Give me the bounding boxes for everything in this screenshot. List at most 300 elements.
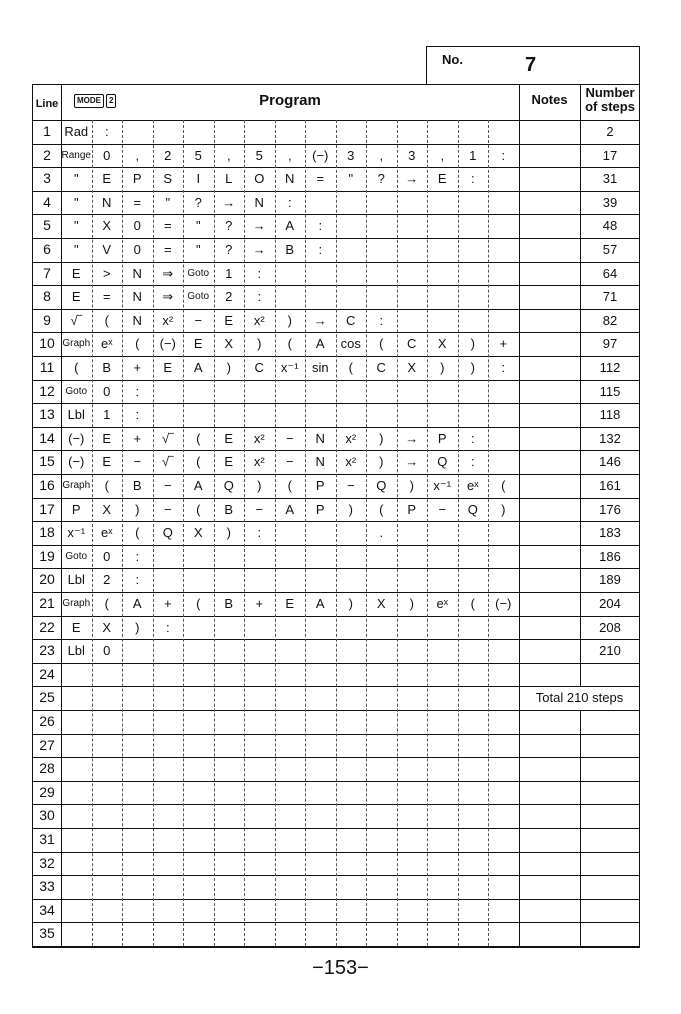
line-number: 14 (39, 429, 55, 446)
program-cell: (−) (68, 430, 85, 446)
line-number: 23 (39, 642, 55, 659)
program-cell: E (224, 454, 234, 470)
program-cell: B (132, 478, 142, 493)
line-header: Line (35, 98, 59, 110)
program-cell: 1 (103, 407, 111, 423)
program-cell: B (102, 360, 112, 375)
program-cell: : (318, 242, 323, 257)
program-cell: E (224, 312, 234, 328)
program-cell: E (437, 171, 447, 187)
total-steps: Total 210 steps (535, 690, 624, 705)
line-number: 11 (39, 359, 55, 375)
program-cell: S (163, 171, 173, 187)
program-cell: A (315, 596, 325, 611)
program-cell: : (104, 124, 109, 139)
program-cell: x² (345, 454, 357, 470)
program-cell: N (315, 430, 325, 446)
program-cell: N (285, 171, 295, 187)
program-cell: ) (470, 336, 475, 352)
program-cell: P (132, 171, 142, 187)
program-cell: ? (225, 242, 233, 257)
program-cell: : (501, 147, 506, 163)
program-cell: : (501, 360, 506, 375)
program-cell: : (287, 194, 292, 210)
program-cell: " (195, 242, 201, 257)
program-cell: Range (61, 149, 91, 161)
program-cell: A (193, 478, 203, 493)
program-cell: → (313, 312, 327, 328)
program-cell: ) (135, 619, 140, 635)
sheet-number: 7 (525, 54, 537, 76)
line-number: 34 (39, 901, 55, 918)
program-cell: X (102, 218, 112, 234)
program-cell: " (73, 171, 79, 187)
program-notes-divider (519, 84, 520, 946)
program-cell: eˣ (101, 336, 113, 352)
program-cell: ( (287, 478, 292, 493)
program-cell: X (102, 501, 112, 517)
program-cell: : (135, 548, 140, 564)
program-cell: P (437, 430, 447, 446)
program-cell: , (226, 147, 231, 163)
program-cell: P (407, 501, 417, 517)
program-cell: ) (379, 430, 384, 446)
program-cell: A (193, 360, 203, 375)
program-cell: 2 (164, 147, 172, 163)
line-number: 17 (39, 500, 55, 517)
program-cell: A (285, 501, 295, 517)
program-cell: B (285, 242, 295, 257)
program-cell: ) (287, 312, 292, 328)
program-cell: 3 (408, 147, 416, 163)
program-cell: → (252, 218, 266, 234)
program-cell: x² (253, 430, 265, 446)
step-count: 17 (602, 147, 618, 163)
program-cell: A (315, 336, 325, 352)
program-cell: 0 (103, 383, 111, 399)
program-cell: ( (196, 501, 201, 517)
program-cell: ( (196, 454, 201, 470)
program-cell: : (470, 430, 475, 446)
program-cell: ( (135, 336, 140, 352)
program-cell: Q (162, 525, 173, 541)
line-number: 8 (43, 288, 51, 305)
step-count: 82 (602, 312, 618, 328)
program-cell: ⇒ (162, 289, 174, 305)
line-number: 25 (39, 689, 55, 706)
step-count: 204 (599, 596, 621, 611)
program-cell: 0 (103, 147, 111, 163)
line-number: 33 (39, 878, 55, 895)
program-cell: Graph (62, 480, 91, 491)
program-cell: C (407, 336, 417, 352)
step-count: 57 (602, 242, 618, 257)
program-cell: P (315, 478, 325, 493)
line-number: 27 (39, 736, 55, 753)
line-number: 29 (39, 783, 55, 800)
step-count (580, 804, 640, 827)
program-cell: N (254, 194, 264, 210)
program-cell: N (132, 312, 142, 328)
program-cell: : (470, 454, 475, 470)
program-cell: : (165, 619, 170, 635)
program-cell: ( (379, 336, 384, 352)
program-cell: 2 (225, 289, 233, 305)
program-cell: " (348, 171, 354, 187)
mode-key-number: 2 (106, 94, 116, 108)
program-cell: ( (196, 596, 201, 611)
step-count: 176 (599, 501, 621, 517)
program-cell: sin (311, 360, 329, 375)
program-cell: A (285, 218, 295, 234)
program-cell: , (135, 147, 140, 163)
program-cell: Graph (62, 338, 91, 350)
program-cell: + (133, 360, 142, 375)
program-cell: P (315, 501, 325, 517)
program-cell: " (73, 194, 79, 210)
program-cell: ) (379, 454, 384, 470)
step-count: 208 (599, 619, 621, 635)
program-cell: B (224, 501, 234, 517)
program-cell: Rad (64, 124, 89, 139)
program-cell: : (318, 218, 323, 234)
program-cell (305, 521, 336, 544)
step-count: 112 (599, 360, 621, 375)
program-cell: √‾ (162, 430, 174, 446)
line-number: 24 (39, 665, 55, 682)
program-cell: N (132, 265, 142, 281)
program-column-divider (397, 120, 398, 946)
program-cell: C (254, 360, 264, 375)
program-cell: ( (104, 312, 109, 328)
program-cell: ) (348, 596, 353, 611)
program-cell: A (132, 596, 142, 611)
program-cell: − (346, 478, 355, 493)
program-cell: − (285, 430, 294, 446)
page-number: −153− (312, 957, 369, 979)
program-cell: E (193, 336, 203, 352)
program-cell: 2 (103, 572, 111, 588)
program-cell: X (437, 336, 447, 352)
line-number: 3 (43, 170, 51, 187)
program-cell: ( (470, 596, 475, 611)
line-number: 6 (43, 241, 51, 257)
program-cell: (−) (312, 147, 329, 163)
program-cell: ) (348, 501, 353, 517)
step-count: 118 (599, 407, 621, 423)
program-cell: 1 (225, 265, 233, 281)
program-header: Program (259, 92, 321, 109)
program-cell: (−) (68, 454, 85, 470)
program-cell: E (102, 171, 112, 187)
program-cell: 0 (133, 218, 141, 234)
program-cell: ? (194, 194, 202, 210)
program-cell: E (102, 454, 112, 470)
program-cell: ) (440, 360, 445, 375)
program-cell: Q (223, 478, 234, 493)
program-cell: Q (467, 501, 478, 517)
program-cell: √‾ (70, 312, 82, 328)
line-number: 18 (39, 524, 55, 541)
line-number: 15 (39, 453, 55, 470)
program-cell: L (225, 171, 233, 187)
step-count (580, 922, 640, 945)
program-cell: : (135, 383, 140, 399)
program-cell: Goto (187, 267, 210, 279)
step-count: 97 (602, 336, 618, 352)
program-cell: : (379, 312, 384, 328)
program-cell: 0 (103, 548, 111, 564)
program-cell: : (135, 572, 140, 588)
program-cell: (−) (159, 336, 176, 352)
step-count: 132 (599, 430, 621, 446)
step-count: 39 (602, 194, 618, 210)
step-count (580, 734, 640, 757)
program-cell: X (407, 360, 417, 375)
program-cell: ) (409, 596, 414, 611)
program-cell: + (499, 336, 508, 352)
step-count (580, 710, 640, 733)
program-cell: X (224, 336, 234, 352)
line-number: 2 (43, 146, 51, 163)
program-cell: ) (135, 501, 140, 517)
program-column-divider (488, 120, 489, 946)
program-cell: → (405, 430, 419, 446)
line-number: 32 (39, 854, 55, 871)
step-count: 71 (602, 289, 618, 305)
program-cell: I (196, 171, 201, 187)
program-cell: X (102, 619, 112, 635)
program-cell: ( (74, 360, 79, 375)
program-cell: Graph (62, 598, 91, 609)
line-number: 13 (39, 406, 55, 423)
program-cell: 5 (194, 147, 202, 163)
program-cell: N (102, 194, 112, 210)
program-cell: eˣ (436, 596, 448, 611)
program-cell: C (346, 312, 356, 328)
step-count: 161 (599, 478, 621, 493)
program-cell: + (133, 430, 142, 446)
program-cell: − (133, 454, 142, 470)
program-cell: − (163, 501, 172, 517)
program-cell: , (440, 147, 445, 163)
line-number: 35 (39, 925, 55, 942)
program-cell: V (102, 242, 112, 257)
program-cell: , (379, 147, 384, 163)
step-count: 183 (599, 525, 621, 541)
program-cell: E (102, 430, 112, 446)
line-number: 4 (43, 193, 51, 210)
program-cell: C (376, 360, 386, 375)
program-cell: − (285, 454, 294, 470)
line-number: 16 (39, 477, 55, 493)
program-cell: ? (225, 218, 233, 234)
program-cell: O (254, 171, 265, 187)
program-cell: − (194, 312, 203, 328)
step-count (580, 781, 640, 804)
line-number: 28 (39, 760, 55, 777)
line-number: 20 (39, 571, 55, 588)
step-count: 2 (606, 124, 614, 139)
program-cell: ? (377, 171, 385, 187)
program-cell: ( (135, 525, 140, 541)
program-cell: " (195, 218, 201, 234)
program-cell: Goto (65, 550, 88, 562)
program-cell: ) (501, 501, 506, 517)
step-count: 31 (602, 171, 618, 187)
step-count: 146 (599, 454, 621, 470)
program-cell: Q (376, 478, 387, 493)
program-cell: − (438, 501, 447, 517)
program-cell: + (163, 596, 172, 611)
program-cell: Q (437, 454, 448, 470)
step-count: 48 (602, 218, 618, 234)
program-cell: E (71, 619, 81, 635)
program-cell: + (255, 596, 264, 611)
program-cell: ) (409, 478, 414, 493)
program-cell: ( (379, 501, 384, 517)
line-number: 22 (39, 618, 55, 635)
program-cell: " (73, 218, 79, 234)
program-cell: x⁻¹ (433, 478, 452, 493)
program-cell: E (224, 430, 234, 446)
program-cell: : (135, 407, 140, 423)
program-cell: x² (253, 312, 265, 328)
program-cell: → (405, 171, 419, 187)
step-count: 210 (599, 643, 621, 659)
line-number: 1 (43, 123, 51, 139)
program-cell: ( (104, 596, 109, 611)
program-cell: N (132, 289, 142, 305)
program-cell: : (257, 265, 262, 281)
program-cell: → (405, 454, 419, 470)
program-cell: ( (501, 478, 506, 493)
program-cell: 5 (255, 147, 263, 163)
program-cell: X (193, 525, 203, 541)
line-number: 21 (39, 595, 55, 611)
program-cell: x⁻¹ (67, 525, 86, 541)
program-cell: ) (226, 360, 231, 375)
program-cell: 1 (469, 147, 477, 163)
program-cell: : (470, 171, 475, 187)
program-cell: ⇒ (162, 265, 174, 281)
program-cell: 3 (347, 147, 355, 163)
line-number: 12 (39, 382, 55, 399)
program-cell: X (376, 596, 386, 611)
program-cell: = (102, 289, 111, 305)
line-number: 9 (43, 311, 51, 328)
program-cell: B (224, 596, 234, 611)
program-column-divider (427, 120, 428, 946)
program-cell: ) (257, 478, 262, 493)
step-count (580, 875, 640, 898)
program-cell: = (163, 218, 172, 234)
program-cell: ) (470, 360, 475, 375)
step-count (580, 852, 640, 875)
step-count (580, 828, 640, 851)
program-cell: = (133, 194, 142, 210)
notes-header: Notes (531, 92, 568, 107)
program-cell: = (316, 171, 325, 187)
program-cell: N (315, 454, 325, 470)
program-cell: E (71, 289, 81, 305)
mode-key-icon (74, 94, 116, 108)
program-cell: E (163, 360, 173, 375)
program-cell: eˣ (467, 478, 479, 493)
step-count: 186 (599, 548, 621, 564)
sheet-number-label: No. (442, 52, 463, 67)
step-count (580, 757, 640, 780)
program-cell: Goto (65, 385, 88, 397)
program-cell: (−) (495, 596, 512, 611)
program-cell: eˣ (101, 525, 113, 541)
program-cell: Lbl (67, 572, 85, 588)
program-cell: cos (340, 336, 361, 352)
program-cell: E (71, 265, 81, 281)
program-cell: → (222, 194, 236, 210)
row-line (32, 946, 640, 947)
program-cell: > (102, 265, 111, 281)
line-number: 10 (39, 335, 55, 352)
program-cell: Goto (187, 291, 210, 303)
step-count: 189 (599, 572, 621, 588)
program-cell: ) (257, 336, 262, 352)
program-cell: ) (226, 525, 231, 541)
step-count: 64 (602, 265, 618, 281)
program-cell: − (255, 501, 264, 517)
mode-key-label: MODE (74, 94, 104, 108)
line-number: 19 (39, 547, 55, 564)
program-cell: √‾ (162, 454, 174, 470)
program-cell: ( (104, 478, 109, 493)
program-cell: x⁻¹ (280, 360, 299, 375)
step-count (580, 899, 640, 922)
program-cell: 0 (133, 242, 141, 257)
program-cell: ( (348, 360, 353, 375)
steps-header: Number of steps (585, 85, 635, 114)
program-cell: P (71, 501, 81, 517)
program-cell (275, 521, 306, 544)
line-number: 5 (43, 217, 51, 234)
step-count: 115 (599, 383, 621, 399)
program-cell: x² (162, 312, 174, 328)
program-cell (336, 521, 367, 544)
program-cell: x² (253, 454, 265, 470)
program-cell: : (257, 289, 262, 305)
program-cell: → (252, 242, 266, 257)
line-number: 30 (39, 807, 55, 824)
program-cell: x² (345, 430, 357, 446)
program-cell: ( (287, 336, 292, 352)
line-number: 26 (39, 713, 55, 729)
program-cell: 0 (103, 643, 111, 659)
program-column-divider (458, 120, 459, 946)
program-cell: Lbl (67, 643, 85, 659)
program-cell: Lbl (67, 407, 85, 423)
program-cell: . (379, 525, 384, 541)
program-cell: ( (196, 430, 201, 446)
program-cell: = (163, 242, 172, 257)
program-cell: " (165, 194, 171, 210)
program-cell: E (285, 596, 295, 611)
program-cell: " (73, 242, 79, 257)
step-count (580, 663, 640, 686)
program-cell: , (287, 147, 292, 163)
line-number: 7 (43, 264, 51, 281)
program-cell: − (163, 478, 172, 493)
program-cell: : (257, 525, 262, 541)
line-number: 31 (39, 831, 55, 847)
